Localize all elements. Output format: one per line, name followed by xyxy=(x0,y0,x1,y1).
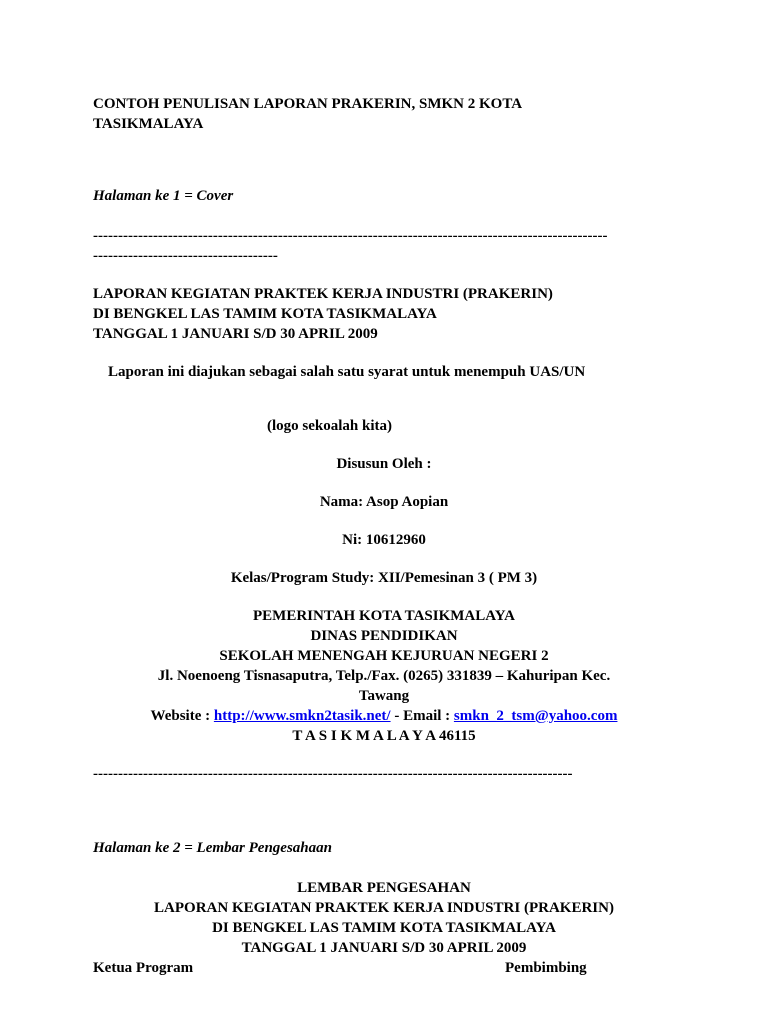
student-class: Kelas/Program Study: XII/Pemesinan 3 ( PM 3) xyxy=(230,570,538,586)
email-link[interactable]: smkn_2_tsm@yahoo.com xyxy=(453,708,618,724)
sign-left-label: Ketua Program xyxy=(93,960,194,976)
student-name: Nama: Asop Aopian xyxy=(319,494,449,510)
page1-label: Halaman ke 1 = Cover xyxy=(93,188,234,204)
school-name: SEKOLAH MENENGAH KEJURUAN NEGERI 2 xyxy=(219,648,549,664)
website-link[interactable]: http://www.smkn2tasik.net/ xyxy=(213,708,391,724)
contact-line xyxy=(0,706,768,726)
email-label: - Email : xyxy=(390,708,454,724)
cover-title-line3: TANGGAL 1 JANUARI S/D 30 APRIL 2009 xyxy=(93,326,378,342)
approval-title: LEMBAR PENGESAHAN xyxy=(297,880,471,896)
page2-label: Halaman ke 2 = Lembar Pengesahaan xyxy=(93,840,332,856)
purpose-text: Laporan ini diajukan sebagai salah satu syarat untuk menempuh UAS/UN xyxy=(108,364,586,380)
logo-placeholder: (logo sekoalah kita) xyxy=(267,418,393,434)
student-ni: Ni: 10612960 xyxy=(342,532,426,548)
sign-right-label: Pembimbing xyxy=(505,960,587,976)
gov-name: PEMERINTAH KOTA TASIKMALAYA xyxy=(253,608,515,624)
address-line1: Jl. Noenoeng Tisnasaputra, Telp./Fax. (0265) 331839 – Kahuripan Kec. xyxy=(157,668,611,684)
doc-heading-line2: TASIKMALAYA xyxy=(93,116,204,132)
approval-line4: TANGGAL 1 JANUARI S/D 30 APRIL 2009 xyxy=(241,940,527,956)
approval-line3: DI BENGKEL LAS TAMIM KOTA TASIKMALAYA xyxy=(212,920,556,936)
separator-line: ------------------------------------------------------------------------------------------------ xyxy=(93,766,573,782)
cover-title-line1: LAPORAN KEGIATAN PRAKTEK KERJA INDUSTRI (PRAKERIN) xyxy=(93,286,553,302)
website-label: Website : xyxy=(150,708,214,724)
doc-heading-line1: CONTOH PENULISAN LAPORAN PRAKERIN, SMKN 2 KOTA xyxy=(93,96,523,112)
separator-line: ------------------------------------- xyxy=(93,248,278,264)
cover-title-line2: DI BENGKEL LAS TAMIM KOTA TASIKMALAYA xyxy=(93,306,437,322)
compiled-by: Disusun Oleh : xyxy=(336,456,432,472)
approval-line2: LAPORAN KEGIATAN PRAKTEK KERJA INDUSTRI (PRAKERIN) xyxy=(154,900,614,916)
dept-name: DINAS PENDIDIKAN xyxy=(310,628,458,644)
city-postcode: T A S I K M A L A Y A 46115 xyxy=(292,728,476,744)
address-line2: Tawang xyxy=(358,688,410,704)
separator-line: ------------------------------------------------------------------------------------------------------- xyxy=(93,228,608,244)
